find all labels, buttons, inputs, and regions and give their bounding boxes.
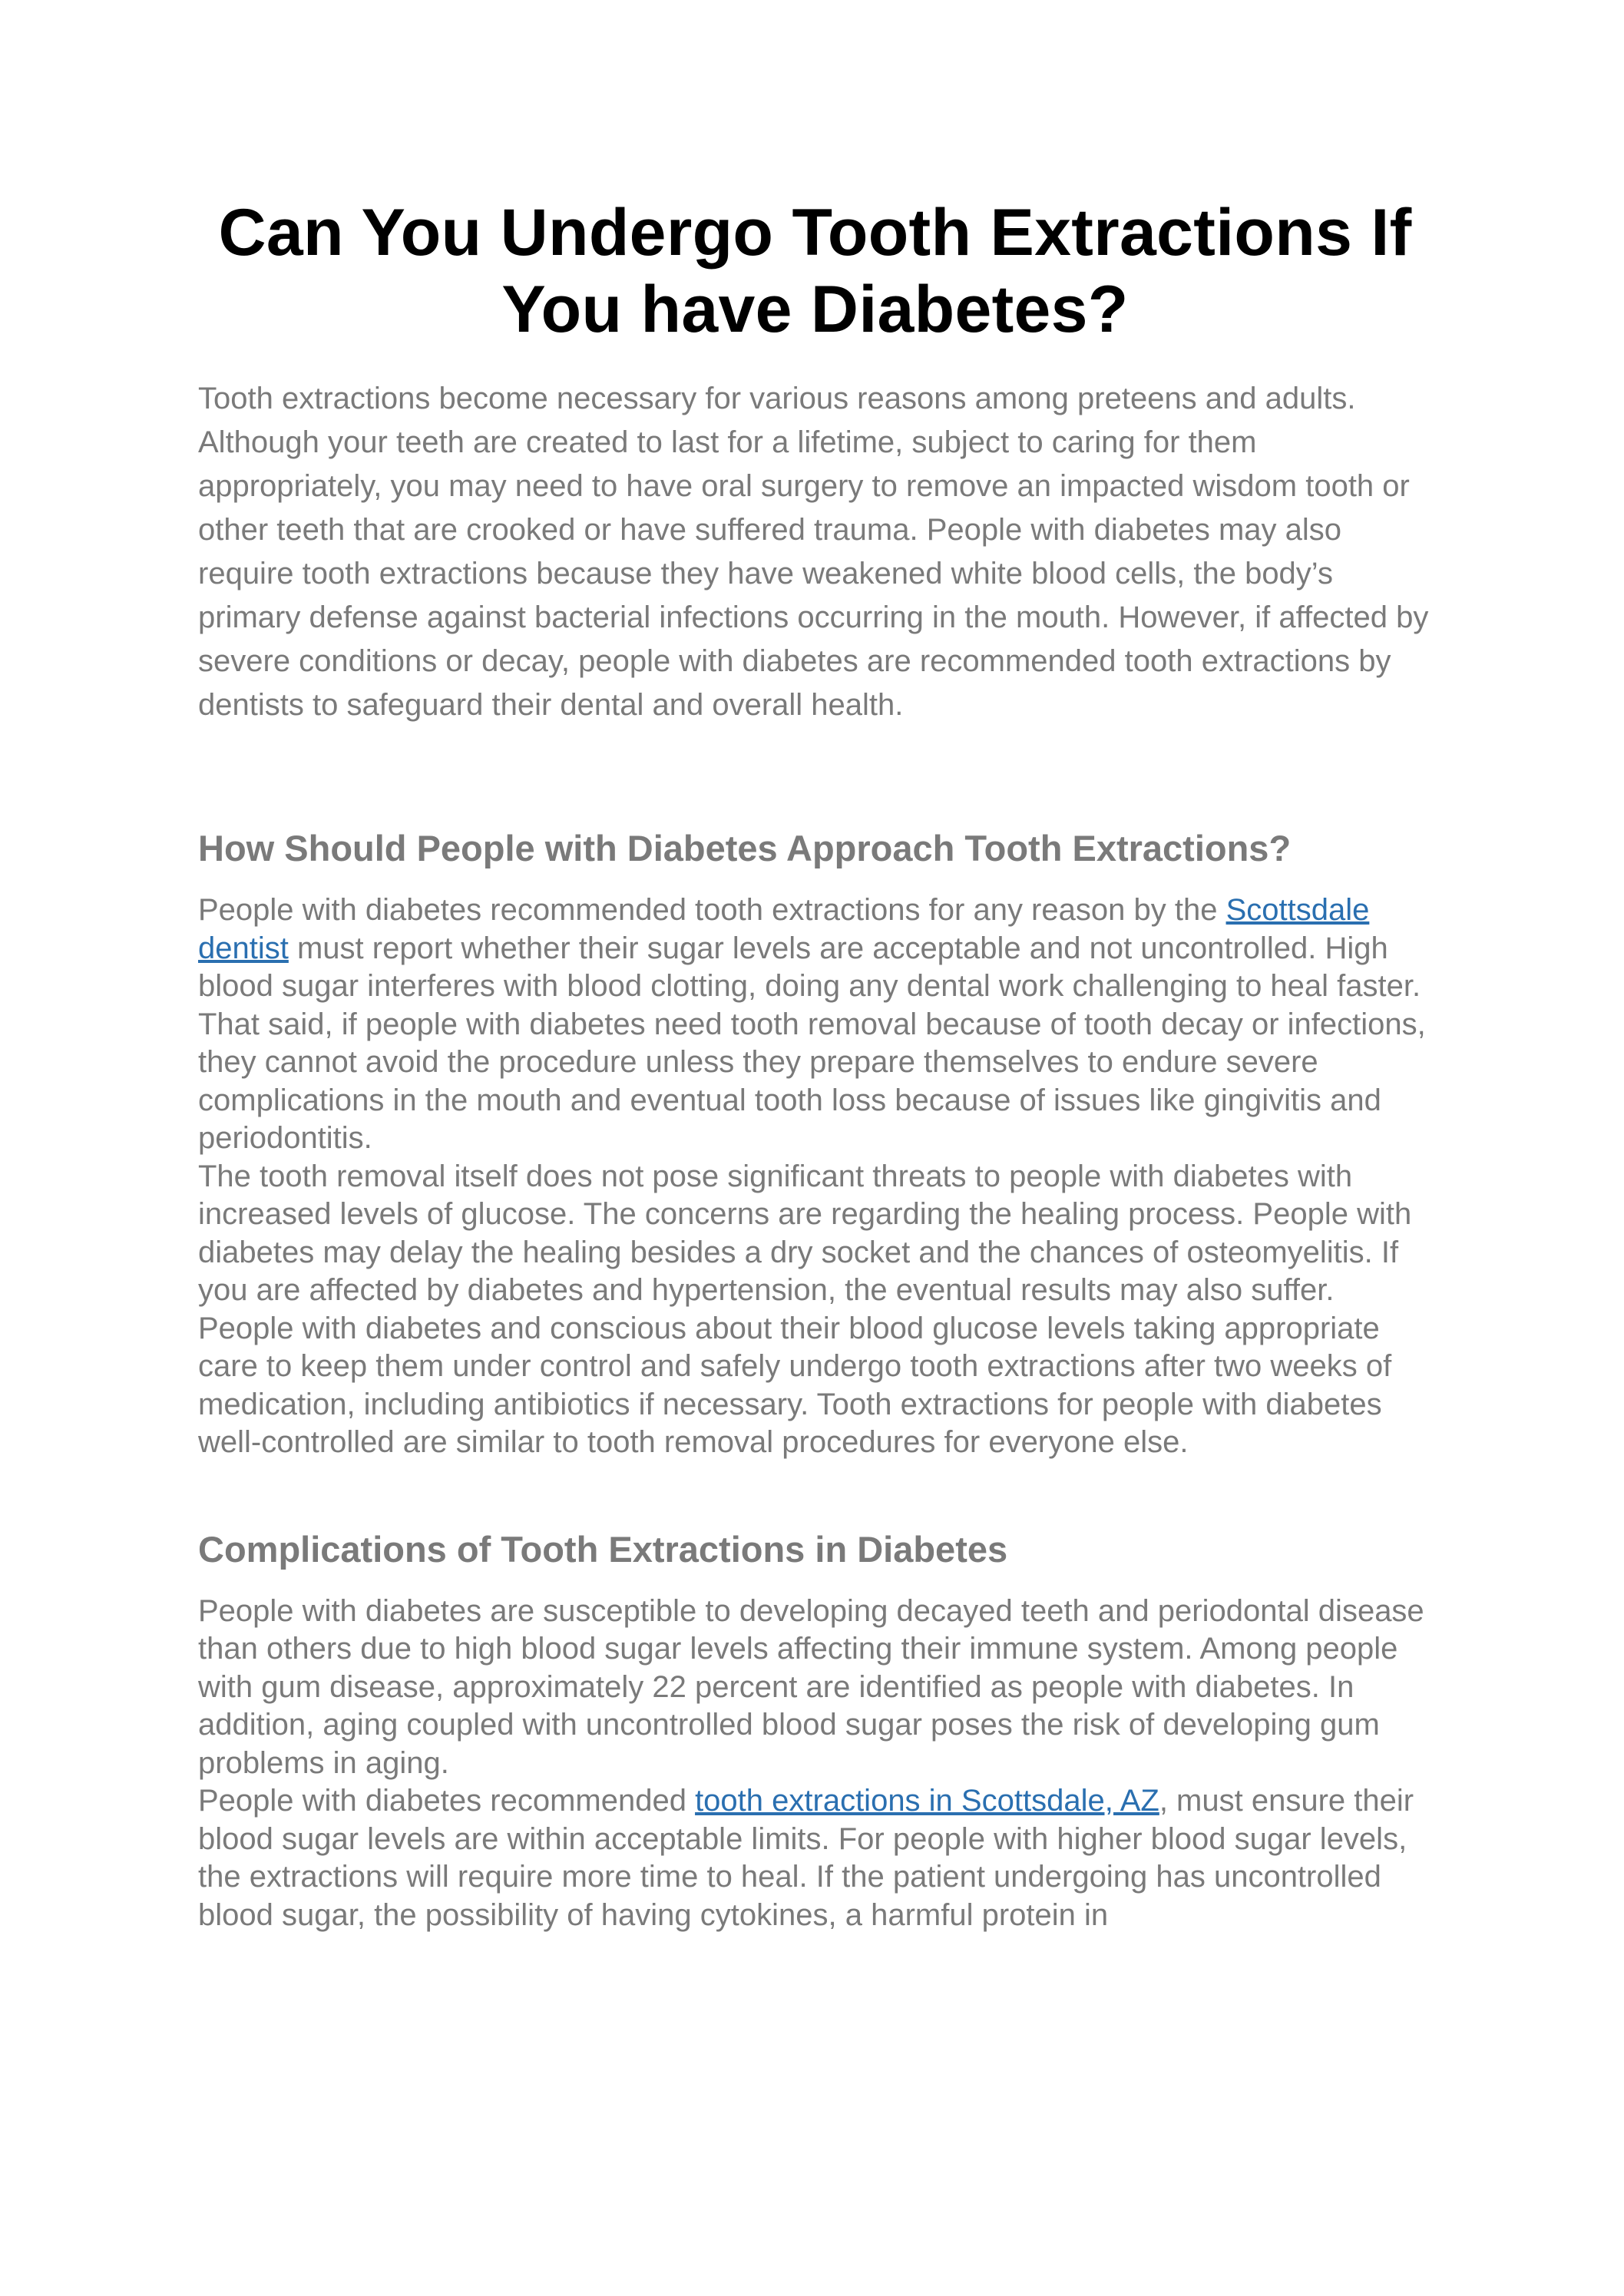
tooth-extractions-scottsdale-link[interactable]: tooth extractions in Scottsdale, AZ <box>695 1784 1159 1818</box>
page-title: Can You Undergo Tooth Extractions If You have Diabetes? <box>218 196 1412 346</box>
intro-paragraph: Tooth extractions become necessary for various reasons among preteens and adults. Although your teeth are created to last for a lifetime, subject to caring for them appropriately, you may need to have oral surgery to remove an impacted wisdom tooth or other teeth that are crooked or have suffered trauma. People with diabetes may also require tooth extractions because they have weakened white blood cells, the body’s primary defense against bacterial infections occurring in the mouth. However, if affected by severe conditions or decay, people with diabetes are recommended tooth extractions by dentists to safeguard their dental and overall health. <box>198 382 1429 722</box>
paragraph-text: must report whether their sugar levels are acceptable and not uncontrolled. High blood sugar interferes with blood clotting, doing any dental work challenging to heal faster. That said, if people with diabetes need tooth removal because of tooth decay or infections, they cannot avoid the procedure unless they prepare themselves to endure severe complications in the mouth and eventual tooth loss because of issues like gingivitis and periodontitis. <box>198 931 1426 1155</box>
section-approach-paragraph-1 <box>198 892 1432 1158</box>
section-heading-complications: Complications of Tooth Extractions in Diabetes <box>198 1528 1008 1570</box>
section-heading-approach: How Should People with Diabetes Approach Tooth Extractions? <box>198 828 1292 868</box>
paragraph-text: People with diabetes recommended tooth extractions for any reason by the <box>198 893 1226 927</box>
section-approach-paragraph-2: The tooth removal itself does not pose significant threats to people with diabetes with increased levels of glucose. The concerns are regarding the healing process. People with diabetes may delay the healing besides a dry socket and the chances of osteomyelitis. If you are affected by diabetes and hypertension, the eventual results may also suffer. <box>198 1159 1412 1307</box>
paragraph-text: People with diabetes recommended <box>198 1784 696 1818</box>
paragraph-text: , must ensure their blood sugar levels are within acceptable limits. For people with higher blood sugar levels, the extractions will require more time to heal. If the patient undergoing has uncontrolled blood sugar, the possibility of having cytokines, a harmful protein in <box>198 1784 1414 1932</box>
scottsdale-dentist-link[interactable]: Scottsdale dentist <box>198 893 1370 965</box>
section-complications-paragraph-2 <box>198 1782 1432 1934</box>
section-complications-paragraph-1: People with diabetes are susceptible to developing decayed teeth and periodontal disease than others due to high blood sugar levels affecting their immune system. Among people with gum disease, approximately 22 percent are identified as people with diabetes. In addition, aging coupled with uncontrolled blood sugar poses the risk of developing gum problems in aging. <box>198 1593 1424 1780</box>
section-approach-paragraph-3: People with diabetes and conscious about their blood glucose levels taking appropriate care to keep them under control and safely undergo tooth extractions after two weeks of medication, including antibiotics if necessary. Tooth extractions for people with diabetes well-controlled are similar to tooth removal procedures for everyone else. <box>198 1311 1392 1459</box>
